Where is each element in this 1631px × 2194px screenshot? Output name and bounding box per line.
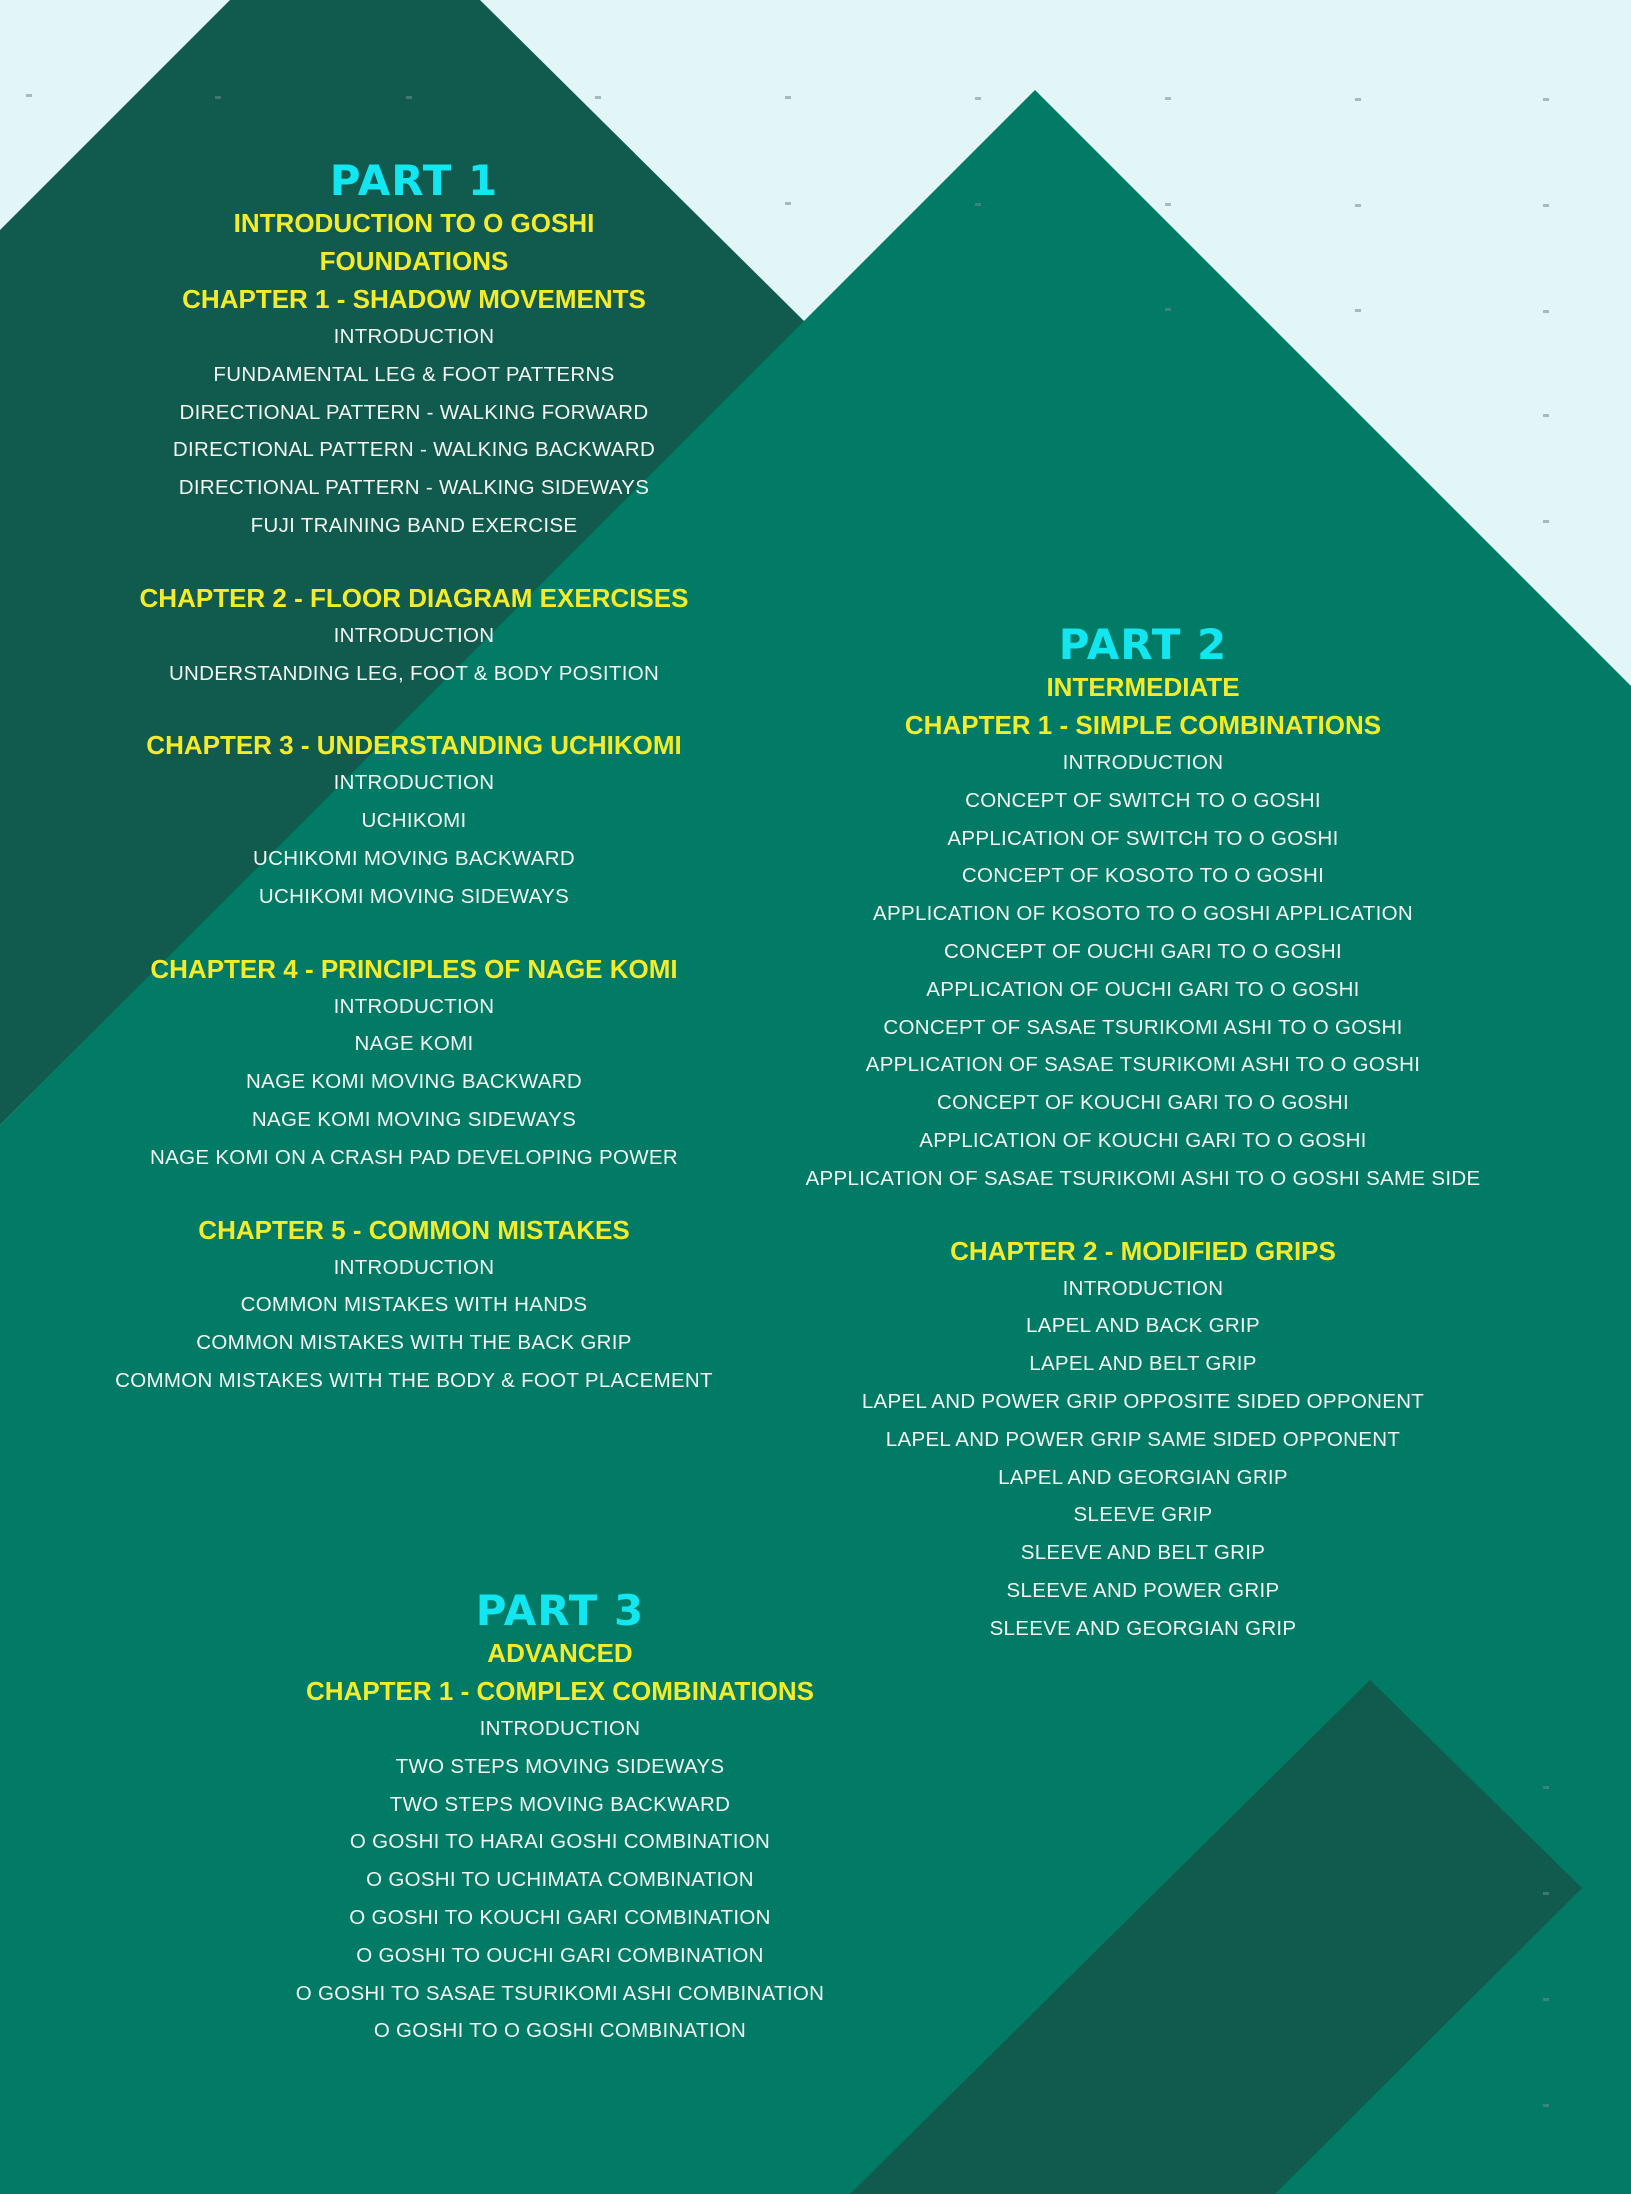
chapter-item: DIRECTIONAL PATTERN - WALKING BACKWARD <box>172 438 656 462</box>
chapter-item: FUNDAMENTAL LEG & FOOT PATTERNS <box>213 362 615 386</box>
chapter-item: LAPEL AND BELT GRIP <box>1029 1352 1257 1376</box>
chapter-item: O GOSHI TO UCHIMATA COMBINATION <box>366 1868 754 1892</box>
chapter-item: APPLICATION OF SWITCH TO O GOSHI <box>947 826 1339 850</box>
chapter-item: DIRECTIONAL PATTERN - WALKING SIDEWAYS <box>178 476 650 500</box>
part-1-title: PART 1 <box>329 156 499 205</box>
chapter-title: CHAPTER 1 - COMPLEX COMBINATIONS <box>306 1676 814 1706</box>
part-2-section <box>806 622 1481 1648</box>
chapter-item: TWO STEPS MOVING SIDEWAYS <box>395 1754 725 1778</box>
chapter-item: INTRODUCTION <box>333 771 495 795</box>
part-3-title: PART 3 <box>475 1586 645 1635</box>
chapter-title: CHAPTER 3 - UNDERSTANDING UCHIKOMI <box>146 730 682 761</box>
chapter-item: COMMON MISTAKES WITH HANDS <box>240 1293 588 1317</box>
chapter-title: CHAPTER 1 - SIMPLE COMBINATIONS <box>904 710 1382 740</box>
chapter-item: NAGE KOMI MOVING SIDEWAYS <box>251 1107 577 1131</box>
chapter-item: O GOSHI TO KOUCHI GARI COMBINATION <box>349 1905 771 1929</box>
chapter-item: NAGE KOMI MOVING BACKWARD <box>246 1070 582 1094</box>
chapter-title: CHAPTER 2 - FLOOR DIAGRAM EXERCISES <box>139 582 689 613</box>
chapter-item: APPLICATION OF KOSOTO TO O GOSHI APPLICATION <box>873 902 1413 926</box>
chapter-item: COMMON MISTAKES WITH THE BACK GRIP <box>196 1331 632 1355</box>
chapter-item: SLEEVE AND BELT GRIP <box>1020 1541 1266 1565</box>
chapter-title: CHAPTER 2 - MODIFIED GRIPS <box>950 1235 1336 1266</box>
chapter-item: APPLICATION OF KOUCHI GARI TO O GOSHI <box>919 1128 1367 1152</box>
chapter-item: NAGE KOMI <box>354 1032 474 1056</box>
part-2-subtitle: INTERMEDIATE <box>1046 672 1240 702</box>
chapter-item: UCHIKOMI <box>361 809 467 833</box>
chapter-item: SLEEVE GRIP <box>1073 1503 1213 1527</box>
chapter-item: UCHIKOMI MOVING SIDEWAYS <box>258 884 570 908</box>
chapter-item: O GOSHI TO SASAE TSURIKOMI ASHI COMBINATION <box>295 1981 825 2005</box>
chapter-item: INTRODUCTION <box>333 994 495 1018</box>
chapter-item: INTRODUCTION <box>333 325 495 348</box>
chapter-item: CONCEPT OF SASAE TSURIKOMI ASHI TO O GOSHI <box>883 1015 1403 1039</box>
chapter-item: NAGE KOMI ON A CRASH PAD DEVELOPING POWER <box>150 1145 678 1169</box>
chapter-item: DIRECTIONAL PATTERN - WALKING FORWARD <box>179 400 649 424</box>
chapter-item: CONCEPT OF SWITCH TO O GOSHI <box>965 788 1321 812</box>
part-2-title: PART 2 <box>1058 620 1228 669</box>
chapter-title: CHAPTER 5 - COMMON MISTAKES <box>198 1214 630 1245</box>
chapter-item: CONCEPT OF KOUCHI GARI TO O GOSHI <box>937 1091 1349 1115</box>
chapter-item: INTRODUCTION <box>333 623 495 647</box>
chapter-item: UCHIKOMI MOVING BACKWARD <box>253 846 575 870</box>
chapter-title: CHAPTER 1 - SHADOW MOVEMENTS <box>182 284 646 314</box>
chapter-item: O GOSHI TO O GOSHI COMBINATION <box>373 2019 747 2043</box>
part-3-section <box>296 1588 825 2050</box>
chapter-item: LAPEL AND GEORGIAN GRIP <box>998 1465 1288 1489</box>
chapter-item: APPLICATION OF SASAE TSURIKOMI ASHI TO O GOSHI SAME SIDE <box>805 1166 1481 1190</box>
part-3-subtitle: ADVANCED <box>487 1638 633 1668</box>
chapter-item: LAPEL AND POWER GRIP OPPOSITE SIDED OPPONENT <box>861 1389 1425 1413</box>
part-1-subtitle: INTRODUCTION TO O GOSHI <box>233 208 595 238</box>
chapter-item: O GOSHI TO HARAI GOSHI COMBINATION <box>349 1830 771 1854</box>
chapter-item: INTRODUCTION <box>1062 751 1224 774</box>
chapter-item: CONCEPT OF KOSOTO TO O GOSHI <box>961 864 1325 888</box>
chapter-item: FUJI TRAINING BAND EXERCISE <box>250 513 578 537</box>
part-1-subtitle: FOUNDATIONS <box>319 246 509 276</box>
chapter-item: INTRODUCTION <box>1062 1276 1224 1300</box>
chapter-item: SLEEVE AND POWER GRIP <box>1006 1578 1280 1602</box>
chapter-item: COMMON MISTAKES WITH THE BODY & FOOT PLACEMENT <box>115 1368 713 1392</box>
chapter-item: LAPEL AND POWER GRIP SAME SIDED OPPONENT <box>885 1427 1401 1451</box>
chapter-item: CONCEPT OF OUCHI GARI TO O GOSHI <box>943 939 1343 963</box>
chapter-item: TWO STEPS MOVING BACKWARD <box>389 1792 731 1816</box>
chapter-item: APPLICATION OF OUCHI GARI TO O GOSHI <box>926 977 1360 1001</box>
chapter-item: O GOSHI TO OUCHI GARI COMBINATION <box>356 1943 764 1967</box>
chapter-item: UNDERSTANDING LEG, FOOT & BODY POSITION <box>168 661 660 685</box>
chapter-item: SLEEVE AND GEORGIAN GRIP <box>989 1616 1297 1640</box>
part-1-section <box>115 158 713 1400</box>
chapter-item: INTRODUCTION <box>333 1255 495 1279</box>
chapter-item: APPLICATION OF SASAE TSURIKOMI ASHI TO O GOSHI <box>865 1053 1421 1077</box>
chapter-item: LAPEL AND BACK GRIP <box>1026 1314 1260 1338</box>
chapter-item: INTRODUCTION <box>479 1717 641 1740</box>
chapter-title: CHAPTER 4 - PRINCIPLES OF NAGE KOMI <box>150 953 678 984</box>
